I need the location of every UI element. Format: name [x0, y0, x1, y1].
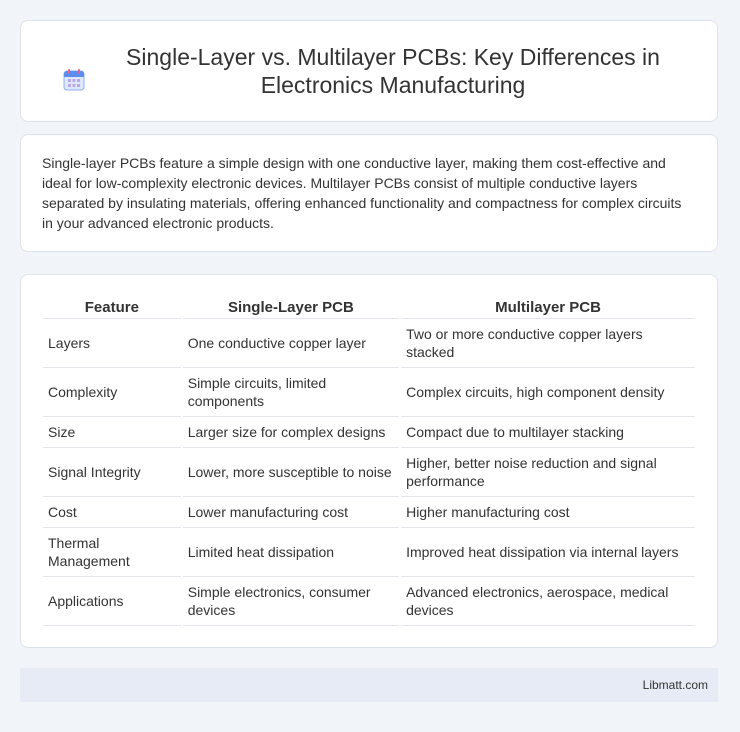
- table-row: [43, 528, 695, 577]
- title-card: [20, 20, 718, 122]
- multilayer-cell: Advanced electronics, aerospace, medical devices: [401, 577, 695, 626]
- title-wrap: [61, 43, 677, 99]
- single-layer-cell: Limited heat dissipation: [183, 528, 399, 577]
- multilayer-cell: Higher manufacturing cost: [401, 497, 695, 528]
- multilayer-cell: Improved heat dissipation via internal layers: [401, 528, 695, 577]
- table-row: [43, 577, 695, 626]
- table-row: [43, 417, 695, 448]
- table-row: [43, 448, 695, 497]
- single-layer-cell: Lower, more susceptible to noise: [183, 448, 399, 497]
- intro-card: [20, 134, 718, 252]
- footer-brand: Libmatt.com: [642, 678, 708, 692]
- multilayer-cell: Complex circuits, high component density: [401, 368, 695, 417]
- table-header-row: [43, 295, 695, 319]
- feature-cell: Complexity: [43, 368, 181, 417]
- calendar-icon: [61, 67, 87, 93]
- feature-cell: Layers: [43, 319, 181, 368]
- header-single-layer: Single-Layer PCB: [183, 295, 399, 319]
- multilayer-cell: Two or more conductive copper layers stacked: [401, 319, 695, 368]
- single-layer-cell: Simple circuits, limited components: [183, 368, 399, 417]
- single-layer-cell: Larger size for complex designs: [183, 417, 399, 448]
- feature-cell: Thermal Management: [43, 528, 181, 577]
- page-title: Single-Layer vs. Multilayer PCBs: Key Differences in Electronics Manufacturing: [126, 44, 660, 98]
- comparison-table: [41, 295, 697, 626]
- feature-cell: Signal Integrity: [43, 448, 181, 497]
- table-row: [43, 497, 695, 528]
- multilayer-cell: Compact due to multilayer stacking: [401, 417, 695, 448]
- intro-paragraph: Single-layer PCBs feature a simple design with one conductive layer, making them cost-effective and ideal for low-complexity electronic devices. Multilayer PCBs consist of multiple conductive layers separated by insulating materials, offering enhanced functionality and compactness for complex circuits in your advanced electronic products.: [42, 155, 682, 231]
- header-feature: Feature: [43, 295, 181, 319]
- header-multilayer: Multilayer PCB: [401, 295, 695, 319]
- table-row: [43, 319, 695, 368]
- feature-cell: Cost: [43, 497, 181, 528]
- single-layer-cell: One conductive copper layer: [183, 319, 399, 368]
- table-row: [43, 368, 695, 417]
- multilayer-cell: Higher, better noise reduction and signal performance: [401, 448, 695, 497]
- feature-cell: Applications: [43, 577, 181, 626]
- single-layer-cell: Simple electronics, consumer devices: [183, 577, 399, 626]
- footer: [20, 668, 718, 702]
- single-layer-cell: Lower manufacturing cost: [183, 497, 399, 528]
- comparison-card: [20, 274, 718, 648]
- feature-cell: Size: [43, 417, 181, 448]
